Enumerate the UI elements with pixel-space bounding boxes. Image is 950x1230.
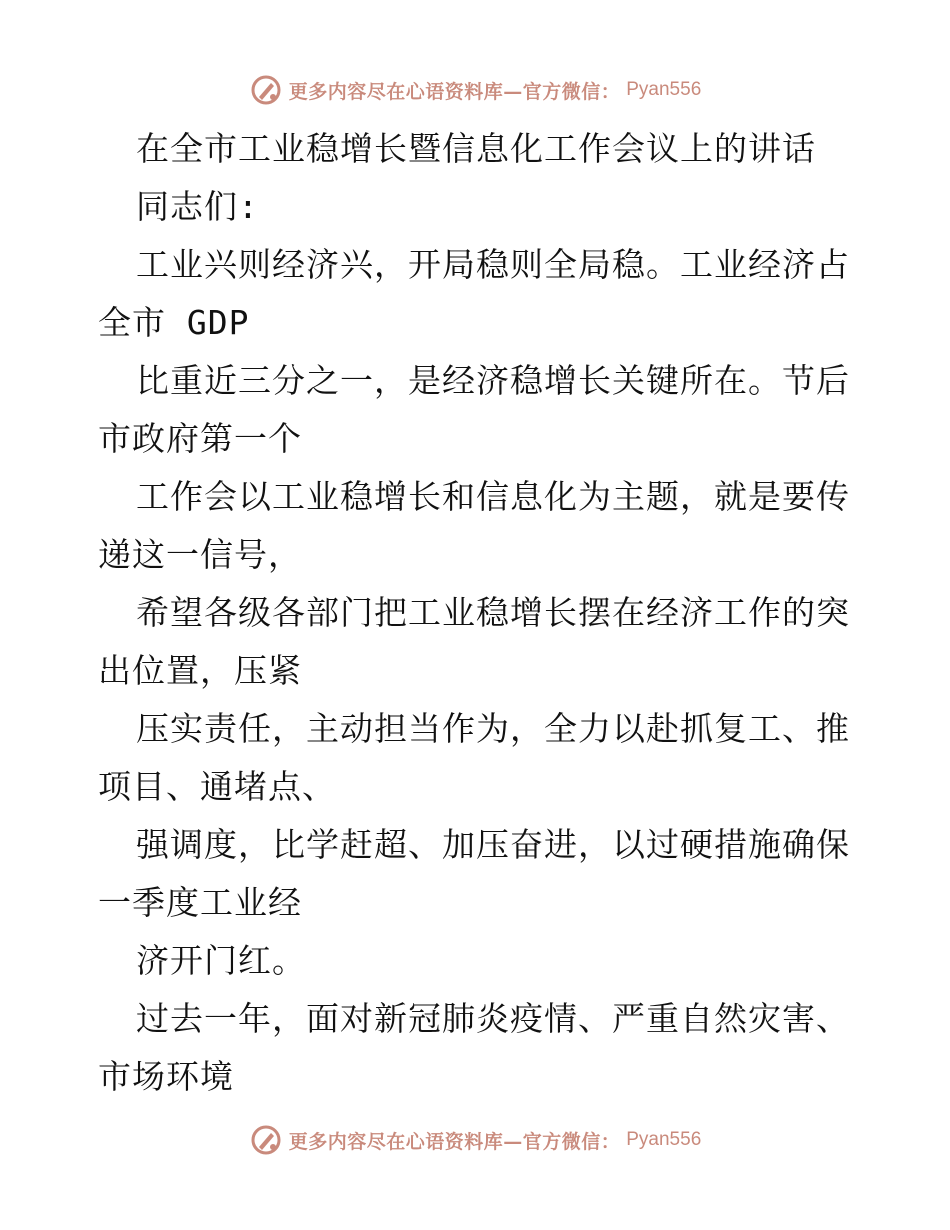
paragraph-line: 工业兴则经济兴，开局稳则全局稳。工业经济占 [136, 245, 850, 284]
paragraph-line: 全市 GDP [98, 303, 250, 342]
pen-seal-icon [249, 1123, 283, 1157]
paragraph-line: 工作会以工业稳增长和信息化为主题，就是要传 [136, 477, 850, 516]
watermark-id: Pyan556 [626, 79, 702, 100]
paragraph-line: 项目、通堵点、 [98, 767, 336, 806]
watermark-text: 更多内容尽在心语资料库—官方微信： [288, 1130, 621, 1153]
paragraph-line: 市场环境 [98, 1057, 234, 1096]
paragraph-line: 一季度工业经 [98, 883, 302, 922]
greeting: 同志们: [136, 187, 259, 226]
paragraph-line: 出位置，压紧 [98, 651, 302, 690]
document-title: 在全市工业稳增长暨信息化工作会议上的讲话 [136, 129, 816, 168]
paragraph-line: 过去一年，面对新冠肺炎疫情、严重自然灾害、 [136, 999, 850, 1038]
paragraph-line: 强调度，比学赶超、加压奋进，以过硬措施确保 [136, 825, 850, 864]
paragraph-line: 市政府第一个 [98, 419, 302, 458]
document-body [98, 120, 858, 1106]
paragraph-line: 济开门红。 [136, 941, 306, 980]
watermark-id: Pyan556 [626, 1129, 702, 1150]
footer-watermark [0, 1120, 950, 1160]
paragraph-line: 压实责任，主动担当作为，全力以赴抓复工、推 [136, 709, 850, 748]
header-watermark [0, 70, 950, 110]
pen-seal-icon [249, 73, 283, 107]
watermark-text: 更多内容尽在心语资料库—官方微信： [288, 80, 621, 103]
paragraph-line: 希望各级各部门把工业稳增长摆在经济工作的突 [136, 593, 850, 632]
paragraph-line: 递这一信号， [98, 535, 302, 574]
paragraph-line: 比重近三分之一，是经济稳增长关键所在。节后 [136, 361, 850, 400]
